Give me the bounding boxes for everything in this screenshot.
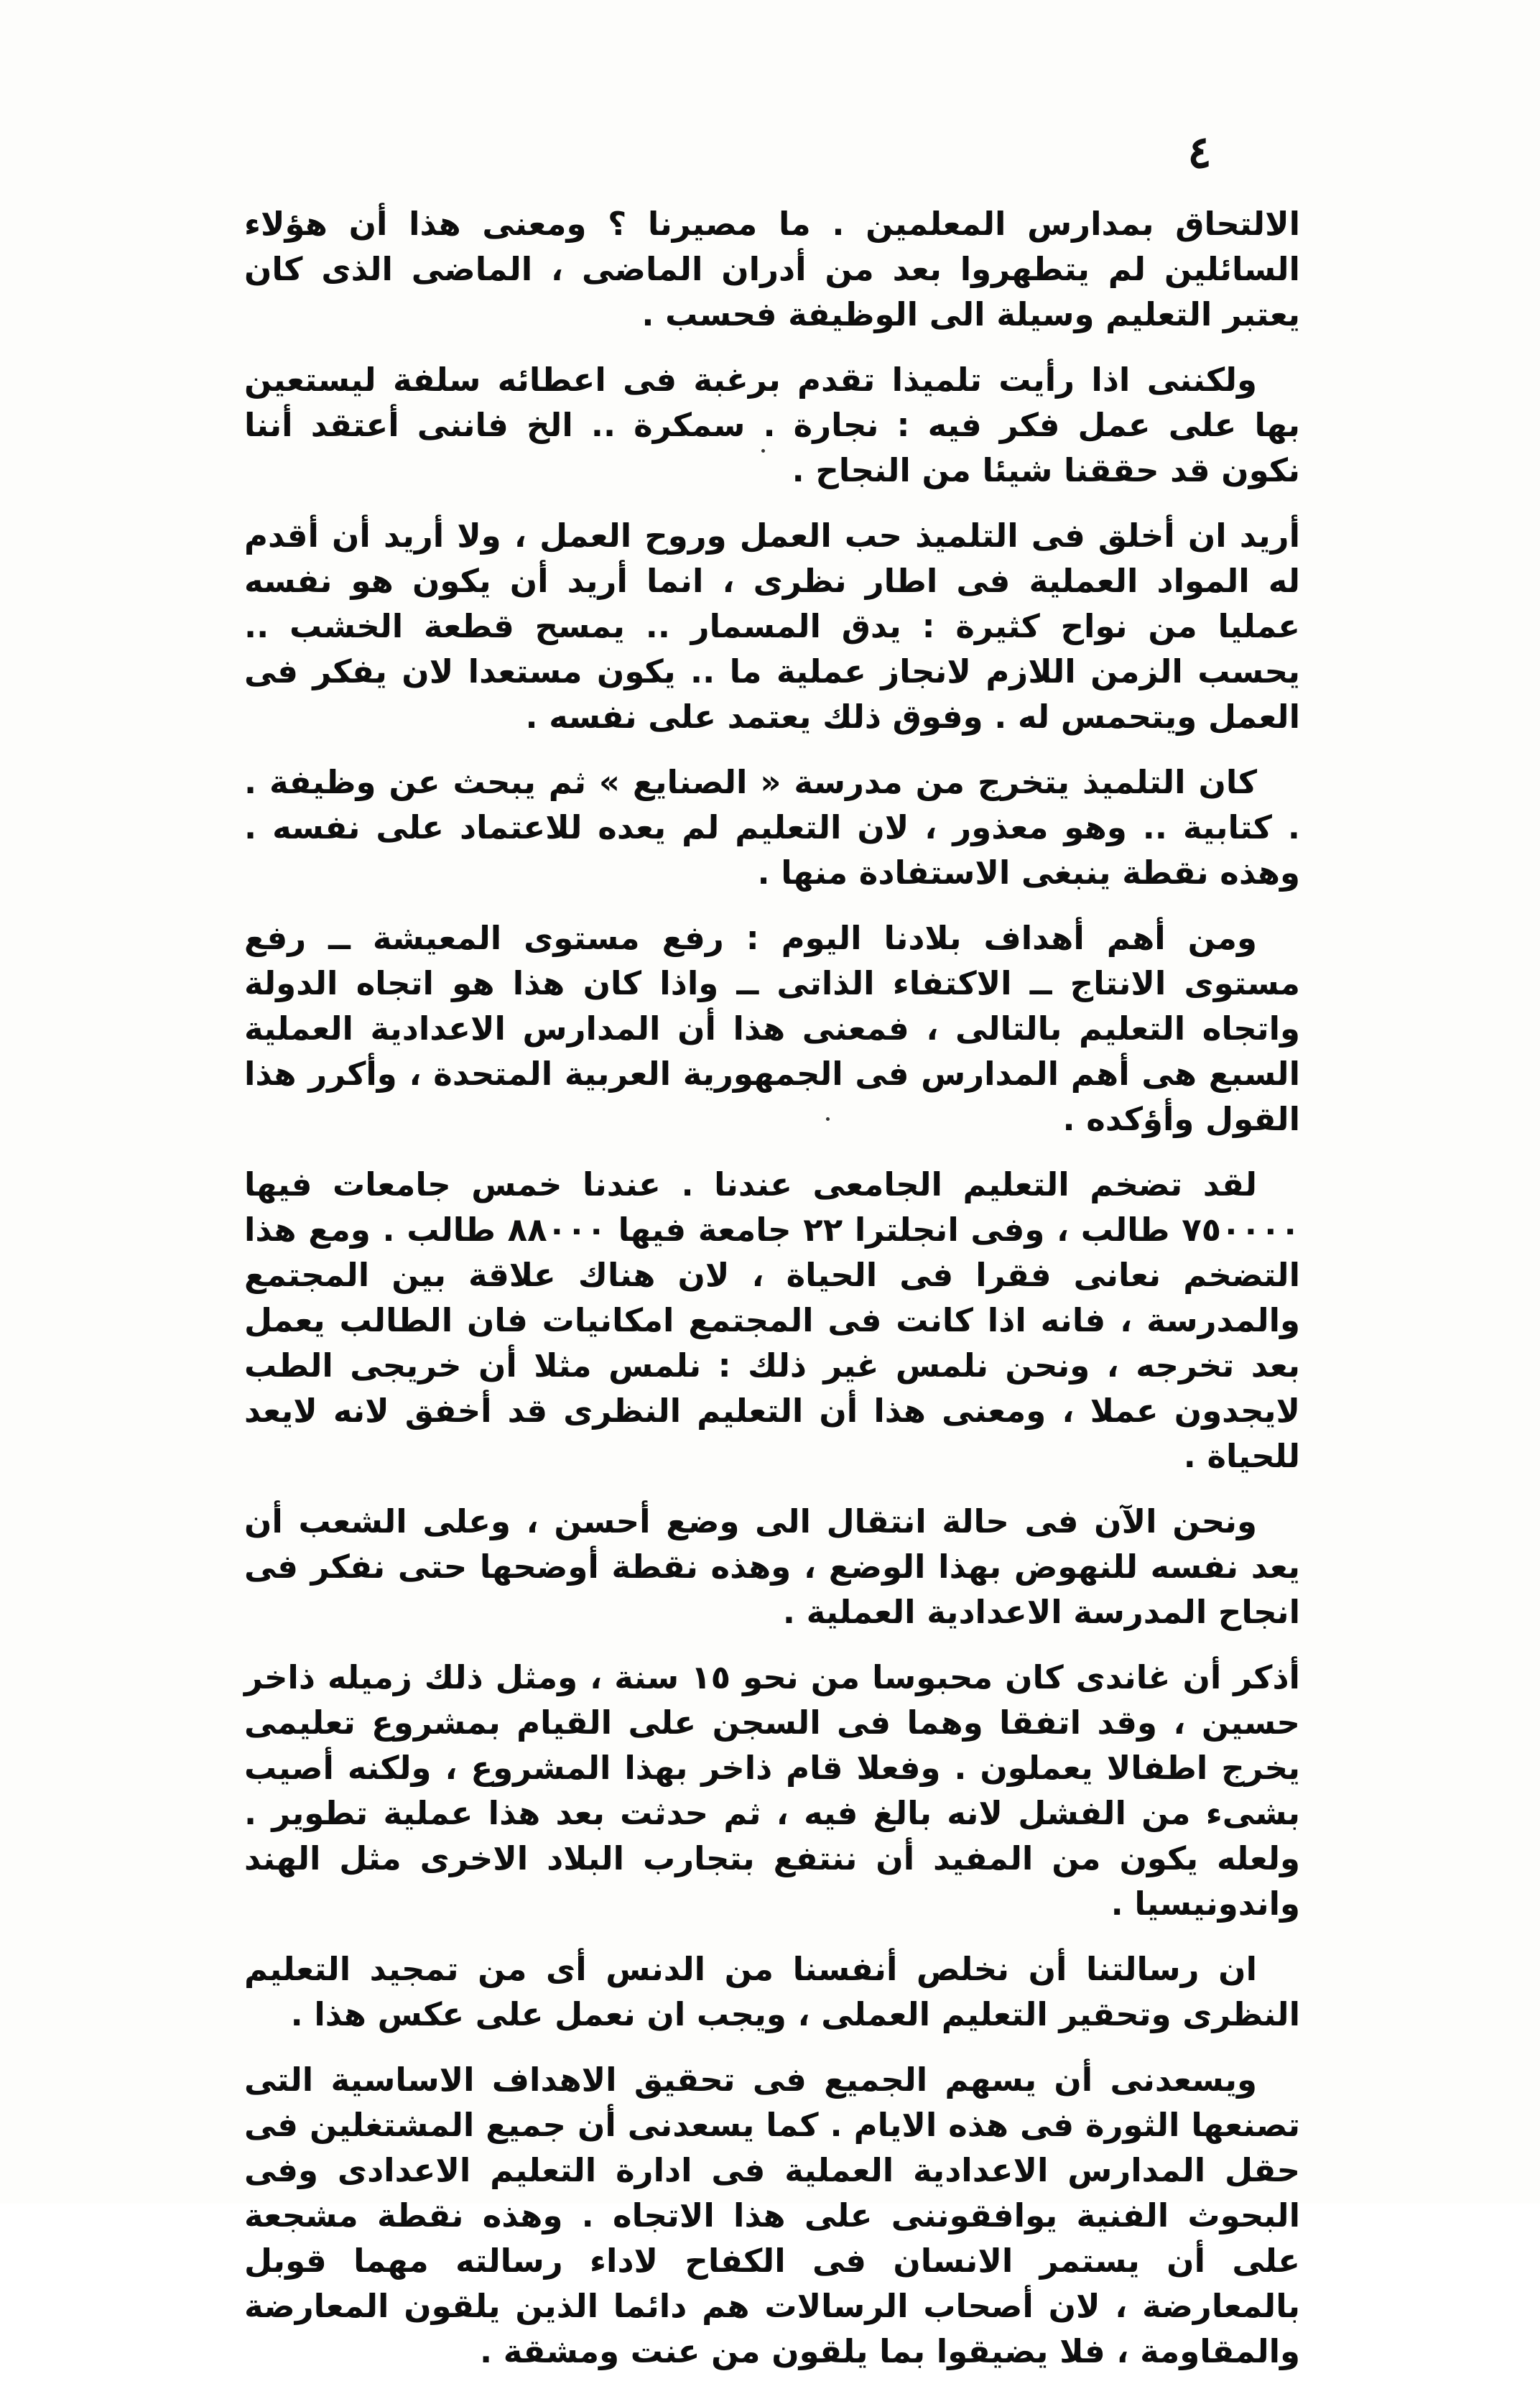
paragraph-1: الالتحاق بمدارس المعلمين . ما مصيرنا ؟ ومعنى هذا أن هؤلاء السائلين لم يتطهروا بعد من أدران الماضى ، الماضى الذى كان يعتبر التعليم وسيلة الى الوظيفة فحسب . <box>244 205 1300 333</box>
body-text <box>244 201 1300 2394</box>
paragraph-9: ان رسالتنا أن نخلص أنفسنا من الدنس أى من تمجيد التعليم النظرى وتحقير التعليم العملى ، ويجب ان نعمل على عكس هذا . <box>244 1950 1300 2033</box>
paragraph-8: أذكر أن غاندى كان محبوسا من نحو ١٥ سنة ، ومثل ذلك زميله ذاخر حسين ، وقد اتفقا وهما فى السجن على القيام بمشروع تعليمى يخرج اطفالا يعملون . وفعلا قام ذاخر بهذا المشروع ، ولكنه أصيب بشىء من الفشل لانه بالغ فيه ، ثم حدثت بعد هذا عملية تطوير . ولعله يكون من المفيد أن ننتفع بتجارب البلاد الاخرى مثل الهند واندونيسيا . <box>244 1658 1300 1923</box>
paragraph-4: كان التلميذ يتخرج من مدرسة « الصنايع » ثم يبحث عن وظيفة . . كتابية .. وهو معذور ، لان التعليم لم يعده للاعتماد على نفسه . وهذه نقطة ينبغى الاستفادة منها . <box>244 763 1300 892</box>
page-number: ٤ <box>1187 126 1212 178</box>
paragraph-5: ومن أهم أهداف بلادنا اليوم : رفع مستوى المعيشة ــ رفع مستوى الانتاج ــ الاكتفاء الذاتى ــ واذا كان هذا هو اتجاه الدولة واتجاه التعليم بالتالى ، فمعنى هذا أن المدارس الاعدادية العملية السبع هى أهم المدارس فى الجمهورية العربية المتحدة ، وأكرر هذا القول وأؤكده . <box>244 919 1300 1138</box>
scan-speck <box>826 1117 830 1121</box>
paragraph-6: لقد تضخم التعليم الجامعى عندنا . عندنا خمس جامعات فيها ٧٥٠٠٠٠ طالب ، وفى انجلترا ٢٢ جامعة فيها ٨٨٠٠٠ طالب . ومع هذا التضخم نعانى فقرا فى الحياة ، لان هناك علاقة بين المجتمع والمدرسة ، فانه اذا كانت فى المجتمع امكانيات فان الطالب يعمل بعد تخرجه ، ونحن نلمس غير ذلك : نلمس مثلا أن خريجى الطب لايجدون عملا ، ومعنى هذا أن التعليم النظرى قد أخفق لانه لايعد للحياة . <box>244 1165 1300 1475</box>
scan-speck <box>761 449 765 453</box>
paragraph-2: ولكننى اذا رأيت تلميذا تقدم برغبة فى اعطائه سلفة ليستعين بها على عمل فكر فيه : نجارة . سمكرة .. الخ فاننى أعتقد أننا نكون قد حققنا شيئا من النجاح . <box>244 361 1300 489</box>
paragraph-7: ونحن الآن فى حالة انتقال الى وضع أحسن ، وعلى الشعب أن يعد نفسه للنهوض بهذا الوضع ، وهذه نقطة أوضحها حتى نفكر فى انجاح المدرسة الاعدادية العملية . <box>244 1502 1300 1631</box>
paragraph-10: ويسعدنى أن يسهم الجميع فى تحقيق الاهداف الاساسية التى تصنعها الثورة فى هذه الايام . كما يسعدنى أن جميع المشتغلين فى حقل المدارس الاعدادية العملية فى ادارة التعليم الاعدادى وفى البحوث الفنية يوافقوننى على هذا الاتجاه . وهذه نقطة مشجعة على أن يستمر الانسان فى الكفاح لاداء رسالته مهما قوبل بالمعارضة ، لان أصحاب الرسالات هم دائما الذين يلقون المعارضة والمقاومة ، فلا يضيقوا بما يلقون من عنت ومشقة . <box>244 2061 1300 2370</box>
paragraph-3: أريد ان أخلق فى التلميذ حب العمل وروح العمل ، ولا أريد أن أقدم له المواد العملية فى اطار نظرى ، انما أريد أن يكون هو نفسه عمليا من نواح كثيرة : يدق المسمار .. يمسح قطعة الخشب .. يحسب الزمن اللازم لانجاز عملية ما .. يكون مستعدا لان يفكر فى العمل ويتحمس له . وفوق ذلك يعتمد على نفسه . <box>244 517 1300 736</box>
